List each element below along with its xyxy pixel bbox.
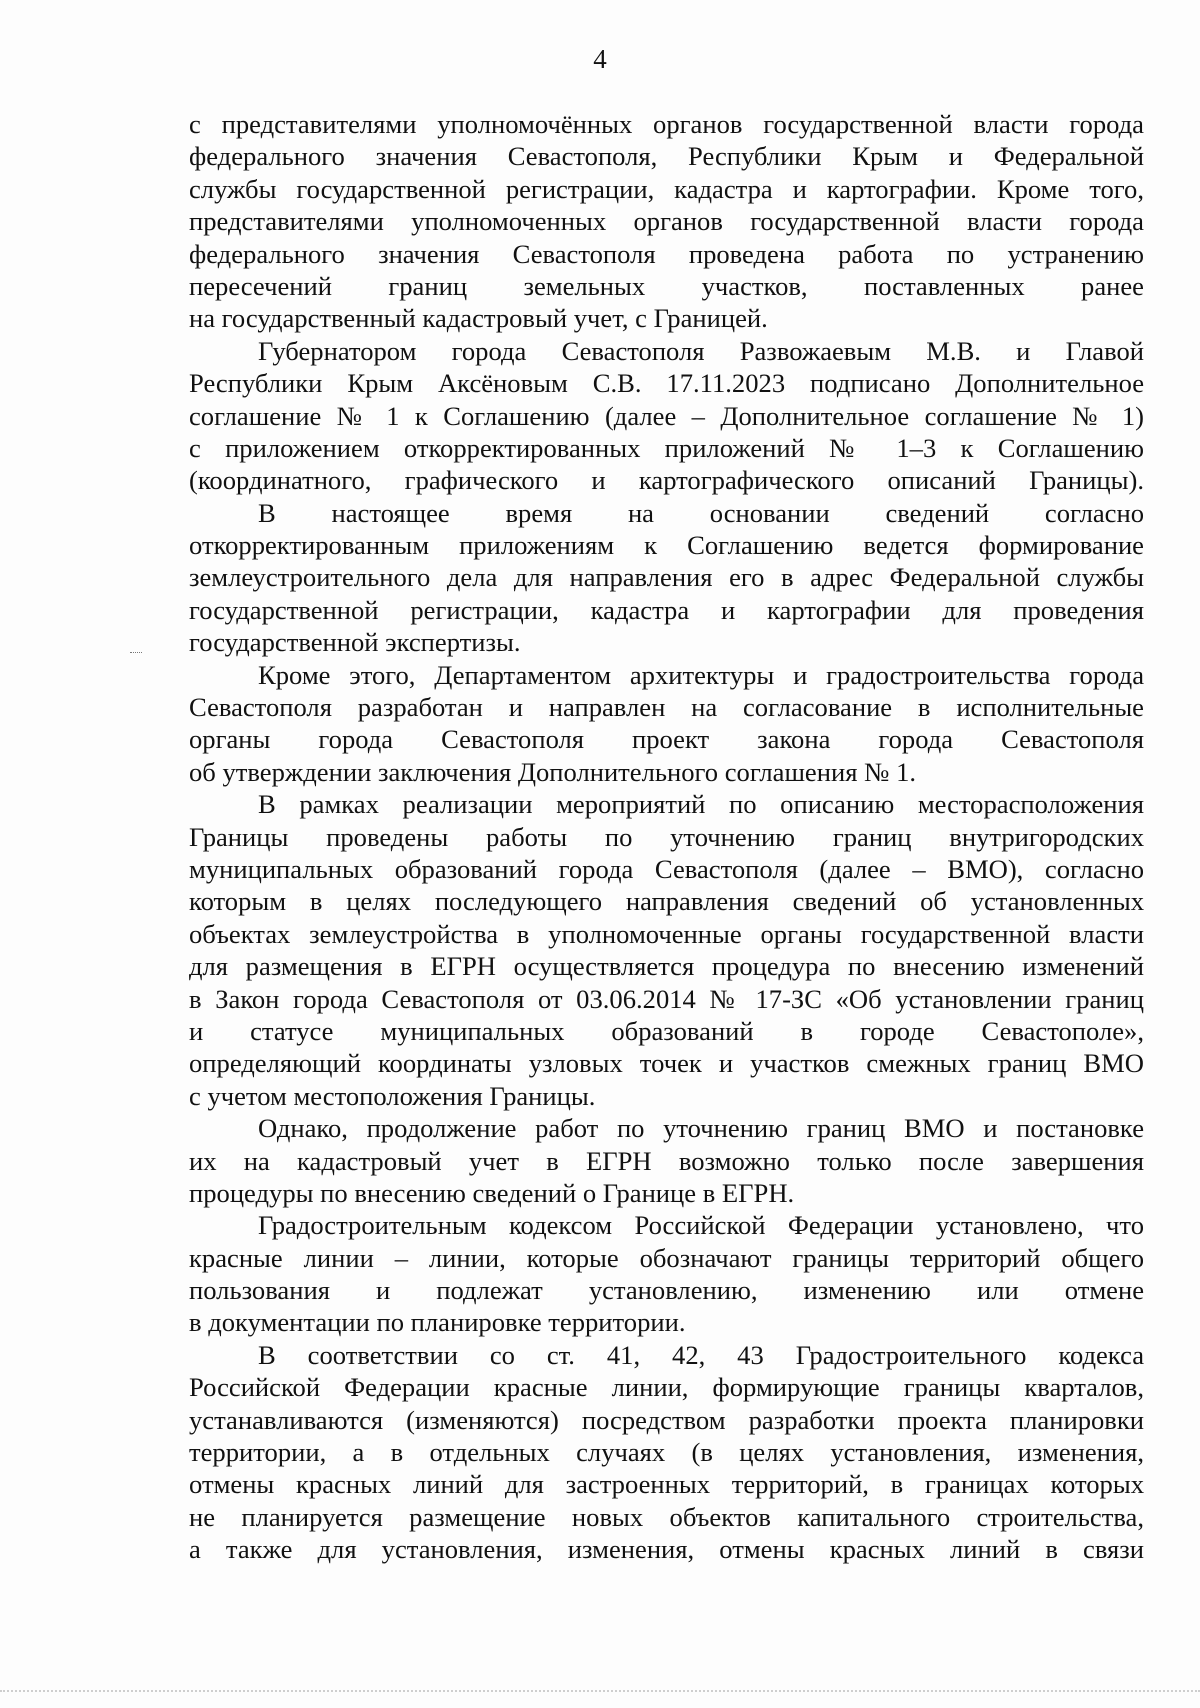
paragraph-first-line: В рамках реализации мероприятий по описанию месторасположения [258, 789, 1144, 820]
text-line: отмены красных линий для застроенных территорий, в границах которых [189, 1469, 1144, 1500]
text-line: пересечений границ земельных участков, поставленных ранее [189, 270, 1144, 301]
text-line: Границы проведены работы по уточнению границ внутригородских [189, 821, 1144, 852]
text-line: службы государственной регистрации, кадастра и картографии. Кроме того, [189, 173, 1144, 204]
text-line: в Закон города Севастополя от 03.06.2014 № 17-ЗС «Об установлении границ [189, 983, 1144, 1014]
text-line: процедуры по внесению сведений о Границе в ЕГРН. [189, 1177, 795, 1208]
text-line: соглашение № 1 к Соглашению (далее – Дополнительное соглашение № 1) [189, 400, 1144, 431]
text-line: определяющий координаты узловых точек и участков смежных границ ВМО [189, 1048, 1144, 1079]
text-line: а также для установления, изменения, отмены красных линий в связи [189, 1534, 1144, 1565]
paragraph-first-line: Губернатором города Севастополя Развожаевым М.В. и Главой [258, 335, 1144, 366]
paragraph-first-line: В соответствии со ст. 41, 42, 43 Градостроительного кодекса [258, 1339, 1144, 1370]
paragraph-first-line: Однако, продолжение работ по уточнению границ ВМО и постановке [258, 1113, 1144, 1144]
text-line: не планируется размещение новых объектов капитального строительства, [189, 1501, 1144, 1532]
text-line: с представителями уполномочённых органов государственной власти города [189, 109, 1144, 139]
text-line: и статусе муниципальных образований в городе Севастополе», [189, 1015, 1144, 1046]
text-line: федерального значения Севастополя проведена работа по устранению [189, 238, 1144, 269]
text-line: в документации по планировке территории. [189, 1307, 686, 1338]
text-line: государственной регистрации, кадастра и картографии для проведения [189, 594, 1144, 625]
text-line: федерального значения Севастополя, Республики Крым и Федеральной [189, 141, 1144, 172]
text-line: представителями уполномоченных органов государственной власти города [189, 206, 1144, 237]
text-line: их на кадастровый учет в ЕГРН возможно только после завершения [189, 1145, 1144, 1176]
text-line: красные линии – линии, которые обозначают границы территорий общего [189, 1242, 1144, 1273]
text-line: муниципальных образований города Севастополя (далее – ВМО), согласно [189, 853, 1144, 884]
text-line: с учетом местоположения Границы. [189, 1080, 596, 1111]
text-line: объектах землеустройства в уполномоченные органы государственной власти [189, 918, 1144, 949]
text-line: Российской Федерации красные линии, формирующие границы кварталов, [189, 1372, 1144, 1403]
text-line: Республики Крым Аксёновым С.В. 17.11.2023 подписано Дополнительное [189, 368, 1144, 399]
text-line: (координатного, графического и картографического описаний Границы). [189, 465, 1144, 496]
document-body [189, 108, 1144, 1566]
margin-mark [130, 652, 142, 654]
text-line: органы города Севастополя проект закона города Севастополя [189, 724, 1144, 755]
page-number: 4 [593, 44, 607, 74]
scan-edge-divider [0, 1690, 1200, 1693]
text-line: землеустроительного дела для направления его в адрес Федеральной службы [189, 562, 1144, 593]
text-line: устанавливаются (изменяются) посредством разработки проекта планировки [189, 1404, 1144, 1435]
paragraph-first-line: В настоящее время на основании сведений согласно [258, 497, 1144, 528]
text-line: на государственный кадастровый учет, с Границей. [189, 303, 768, 334]
text-line: откорректированным приложениям к Соглашению ведется формирование [189, 530, 1144, 561]
text-line: которым в целях последующего направления сведений об установленных [189, 886, 1144, 917]
text-line: государственной экспертизы. [189, 627, 521, 658]
text-line: об утверждении заключения Дополнительного соглашения № 1. [189, 756, 917, 787]
paragraph-first-line: Кроме этого, Департаментом архитектуры и градостроительства города [258, 659, 1144, 690]
text-line: пользования и подлежат установлению, изменению или отмене [189, 1275, 1144, 1306]
paragraph-first-line: Градостроительным кодексом Российской Федерации установлено, что [258, 1210, 1144, 1241]
text-line: Севастополя разработан и направлен на согласование в исполнительные [189, 692, 1144, 723]
text-line: с приложением откорректированных приложений № 1–3 к Соглашению [189, 432, 1144, 463]
text-line: территории, а в отдельных случаях (в целях установления, изменения, [189, 1437, 1144, 1468]
text-line: для размещения в ЕГРН осуществляется процедура по внесению изменений [189, 951, 1144, 982]
